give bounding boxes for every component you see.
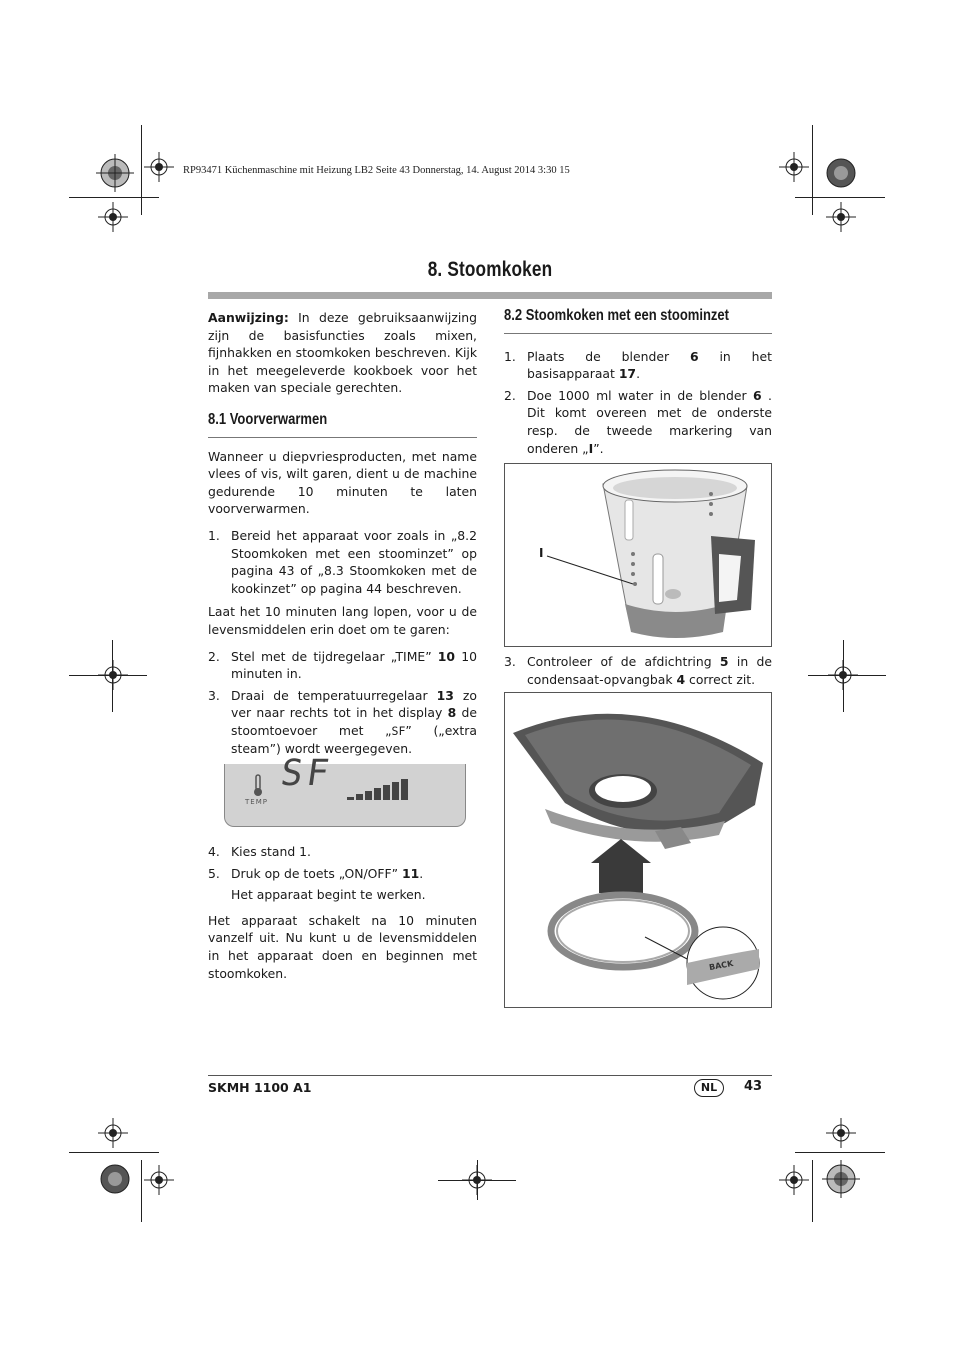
registration-mark-icon — [142, 150, 176, 184]
list-text: Draai de temperatuurregelaar 13 zo ver naar rechts tot in het display 8 de stoomtoevoer met „SF” („extra steam”) wordt weergegeven. — [231, 687, 477, 757]
blender-jug-image — [505, 464, 771, 646]
registration-mark-icon — [92, 1156, 138, 1202]
list-number: 1. — [504, 348, 516, 364]
blender-figure — [504, 463, 772, 647]
list-text: Controleer of de afdichtring 5 in de condensaat-opvangbak 4 correct zit. — [527, 654, 772, 687]
registration-mark-icon — [96, 1116, 130, 1150]
registration-mark-icon — [460, 1163, 494, 1197]
language-badge: NL — [694, 1079, 724, 1097]
list-number: 1. — [208, 527, 220, 543]
list-item — [208, 648, 477, 683]
list-number: 3. — [504, 654, 516, 670]
list-text: Kies stand 1. — [231, 844, 311, 860]
list-item — [208, 865, 477, 883]
crop-mark — [812, 1160, 813, 1222]
mid-paragraph: Laat het 10 minuten lang lopen, voor u de levensmiddelen erin doet om te garen: — [208, 604, 477, 637]
crop-mark — [795, 1152, 885, 1153]
step5-subtext: Het apparaat begint te werken. — [231, 887, 426, 903]
marking-label: I — [539, 546, 544, 561]
lcd-sf-text: SF — [278, 753, 336, 795]
list-number: 3. — [208, 687, 220, 703]
title-bar — [208, 292, 772, 299]
list-text: Druk op de toets „ON/OFF” 11. — [231, 865, 424, 881]
list-text: Bereid het apparaat voor zoals in „8.2 Stoomkoken met een stoominzet” op pagina 43 of „8.3 Stoomkoken met de kookinzet” op pagina 44 beschreven. — [231, 527, 477, 596]
outro-paragraph: Het apparaat schakelt na 10 minuten vanzelf uit. Nu kunt u de levensmiddelen in het apparaat doen en beginnen met stoomkoken. — [208, 912, 477, 981]
list-text: Stel met de tijdregelaar „TIME” 10 10 minuten in. — [231, 648, 477, 682]
registration-mark-icon — [826, 658, 860, 692]
list-item — [504, 348, 772, 383]
registration-mark-icon — [96, 658, 130, 692]
registration-mark-icon — [92, 150, 138, 196]
intro-paragraph: Wanneer u diepvriesproducten, met name vlees of vis, wilt garen, dient u de machine gedurende 10 minuten te laten voorverwarmen. — [208, 448, 477, 517]
list-text: Plaats de blender 6 in het basisapparaat 17. — [527, 348, 772, 382]
list-number: 2. — [208, 648, 220, 664]
list-item — [208, 687, 477, 758]
crop-mark — [69, 1152, 159, 1153]
section-title: 8.1 Voorverwarmen — [208, 410, 328, 428]
list-item — [208, 527, 477, 597]
registration-mark-icon — [777, 150, 811, 184]
section-heading-8-2 — [504, 307, 772, 334]
page-number: 43 — [744, 1079, 763, 1094]
registration-mark-icon — [818, 1156, 864, 1202]
left-column — [208, 309, 477, 991]
level-bars-icon — [347, 779, 417, 801]
page-title: 8. Stoomkoken — [427, 258, 553, 281]
footer-model: SKMH 1100 A1 — [208, 1080, 312, 1095]
seal-ring-figure — [504, 692, 772, 1008]
list-item — [208, 843, 477, 861]
list-number: 5. — [208, 865, 220, 881]
list-item — [504, 653, 772, 688]
registration-mark-icon — [824, 1116, 858, 1150]
registration-mark-icon — [777, 1163, 811, 1197]
footer-rule — [208, 1075, 772, 1076]
list-item — [504, 387, 772, 457]
right-column — [504, 307, 772, 1008]
back-marking-label: BACK — [708, 959, 734, 973]
list-number: 4. — [208, 844, 220, 860]
note-text: In deze gebruiksaanwijzing zijn de basisfuncties zoals mixen, fijnhakken en stoomkoken beschreven. Kijk in het meegeleverde kookboek voor het maken van speciale gerechten. — [208, 310, 477, 396]
crop-mark — [795, 197, 885, 198]
registration-mark-icon — [96, 200, 130, 234]
crop-mark — [69, 197, 159, 198]
crop-mark — [812, 125, 813, 215]
registration-mark-icon — [142, 1163, 176, 1197]
list-text: Doe 1000 ml water in de blender 6 . Dit komt overeen met de onderste resp. de tweede markering van onderen „I”. — [527, 387, 772, 456]
section-heading-8-1 — [208, 411, 477, 438]
note-paragraph — [208, 309, 477, 397]
note-label: Aanwijzing: — [208, 310, 289, 325]
print-info: RP93471 Küchenmaschine mit Heizung LB2 Seite 43 Donnerstag, 14. August 2014 3:30 15 — [183, 165, 570, 176]
registration-mark-icon — [818, 150, 864, 196]
lcd-display-figure — [224, 753, 466, 827]
list-number: 2. — [504, 387, 516, 403]
section-title: 8.2 Stoomkoken met een stoominzet — [504, 307, 730, 324]
lcd-temp-label: TEMP — [245, 798, 268, 807]
registration-mark-icon — [824, 200, 858, 234]
